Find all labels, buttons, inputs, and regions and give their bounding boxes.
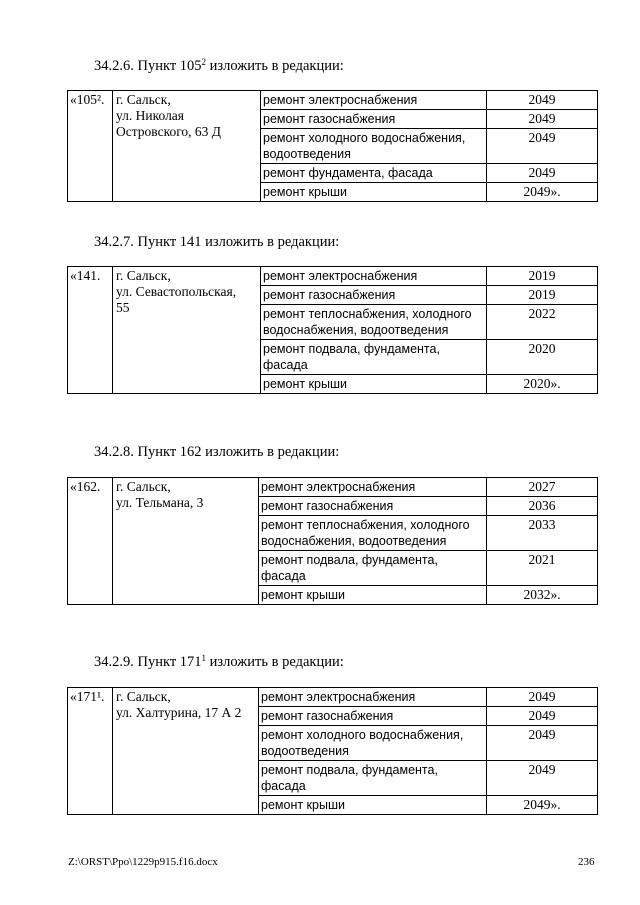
year-cell: 2020	[487, 340, 598, 375]
year-cell: 2049	[487, 688, 598, 707]
work-cell: ремонт электроснабжения	[259, 478, 487, 497]
year-cell: 2021	[487, 551, 598, 586]
address-table-4	[67, 687, 598, 815]
item-number: «171¹.	[68, 688, 113, 815]
work-cell: ремонт электроснабжения	[261, 91, 487, 110]
table-row	[68, 267, 598, 286]
year-cell: 2049	[487, 761, 598, 796]
year-cell: 2032».	[487, 586, 598, 605]
year-cell: 2020».	[487, 375, 598, 394]
address-table-2	[67, 266, 598, 394]
work-cell: ремонт крыши	[259, 796, 487, 815]
work-cell: ремонт подвала, фундамента, фасада	[259, 761, 487, 796]
section-heading-3: 34.2.8. Пункт 162 изложить в редакции:	[94, 444, 340, 460]
section-heading-1: 34.2.6. Пункт $105^2$ изложить в редакции:	[94, 57, 344, 74]
year-cell: 2027	[487, 478, 598, 497]
section-heading-2: 34.2.7. Пункт 141 изложить в редакции:	[94, 234, 340, 250]
year-cell: 2049	[487, 726, 598, 761]
work-cell: ремонт газоснабжения	[259, 707, 487, 726]
year-cell: 2049	[487, 164, 598, 183]
footer-page-number: 236	[578, 856, 595, 868]
year-cell: 2049	[487, 91, 598, 110]
year-cell: 2049	[487, 707, 598, 726]
work-cell: ремонт газоснабжения	[259, 497, 487, 516]
work-cell: ремонт фундамента, фасада	[261, 164, 487, 183]
year-cell: 2036	[487, 497, 598, 516]
table-row	[68, 91, 598, 110]
year-cell: 2022	[487, 305, 598, 340]
year-cell: 2049».	[487, 796, 598, 815]
work-cell: ремонт крыши	[261, 375, 487, 394]
work-cell: ремонт электроснабжения	[259, 688, 487, 707]
work-cell: ремонт теплоснабжения, холодного водоснабжения, водоотведения	[261, 305, 487, 340]
table-row	[68, 688, 598, 707]
work-cell: ремонт газоснабжения	[261, 286, 487, 305]
table-row	[68, 478, 598, 497]
work-cell: ремонт подвала, фундамента, фасада	[261, 340, 487, 375]
item-number: «105².	[68, 91, 113, 202]
work-cell: ремонт крыши	[261, 183, 487, 202]
section-heading-4: 34.2.9. Пункт $171^1$ изложить в редакции:	[94, 653, 344, 670]
footer-file-path: Z:\ORST\Ppo\1229p915.f16.docx	[68, 856, 218, 868]
year-cell: 2049».	[487, 183, 598, 202]
item-number: «162.	[68, 478, 113, 605]
address-cell: г. Сальск, ул. Севастопольская, 55	[113, 267, 261, 394]
work-cell: ремонт газоснабжения	[261, 110, 487, 129]
item-number: «141.	[68, 267, 113, 394]
work-cell: ремонт электроснабжения	[261, 267, 487, 286]
year-cell: 2033	[487, 516, 598, 551]
work-cell: ремонт теплоснабжения, холодного водоснабжения, водоотведения	[259, 516, 487, 551]
work-cell: ремонт подвала, фундамента, фасада	[259, 551, 487, 586]
year-cell: 2019	[487, 286, 598, 305]
address-cell: г. Сальск, ул. Халтурина, 17 А 2	[113, 688, 259, 815]
address-table-3	[67, 477, 598, 605]
work-cell: ремонт холодного водоснабжения, водоотведения	[259, 726, 487, 761]
work-cell: ремонт крыши	[259, 586, 487, 605]
year-cell: 2049	[487, 110, 598, 129]
year-cell: 2049	[487, 129, 598, 164]
work-cell: ремонт холодного водоснабжения, водоотведения	[261, 129, 487, 164]
address-cell: г. Сальск, ул. Николая Островского, 63 Д	[113, 91, 261, 202]
address-cell: г. Сальск, ул. Тельмана, 3	[113, 478, 259, 605]
year-cell: 2019	[487, 267, 598, 286]
address-table-1	[67, 90, 598, 202]
